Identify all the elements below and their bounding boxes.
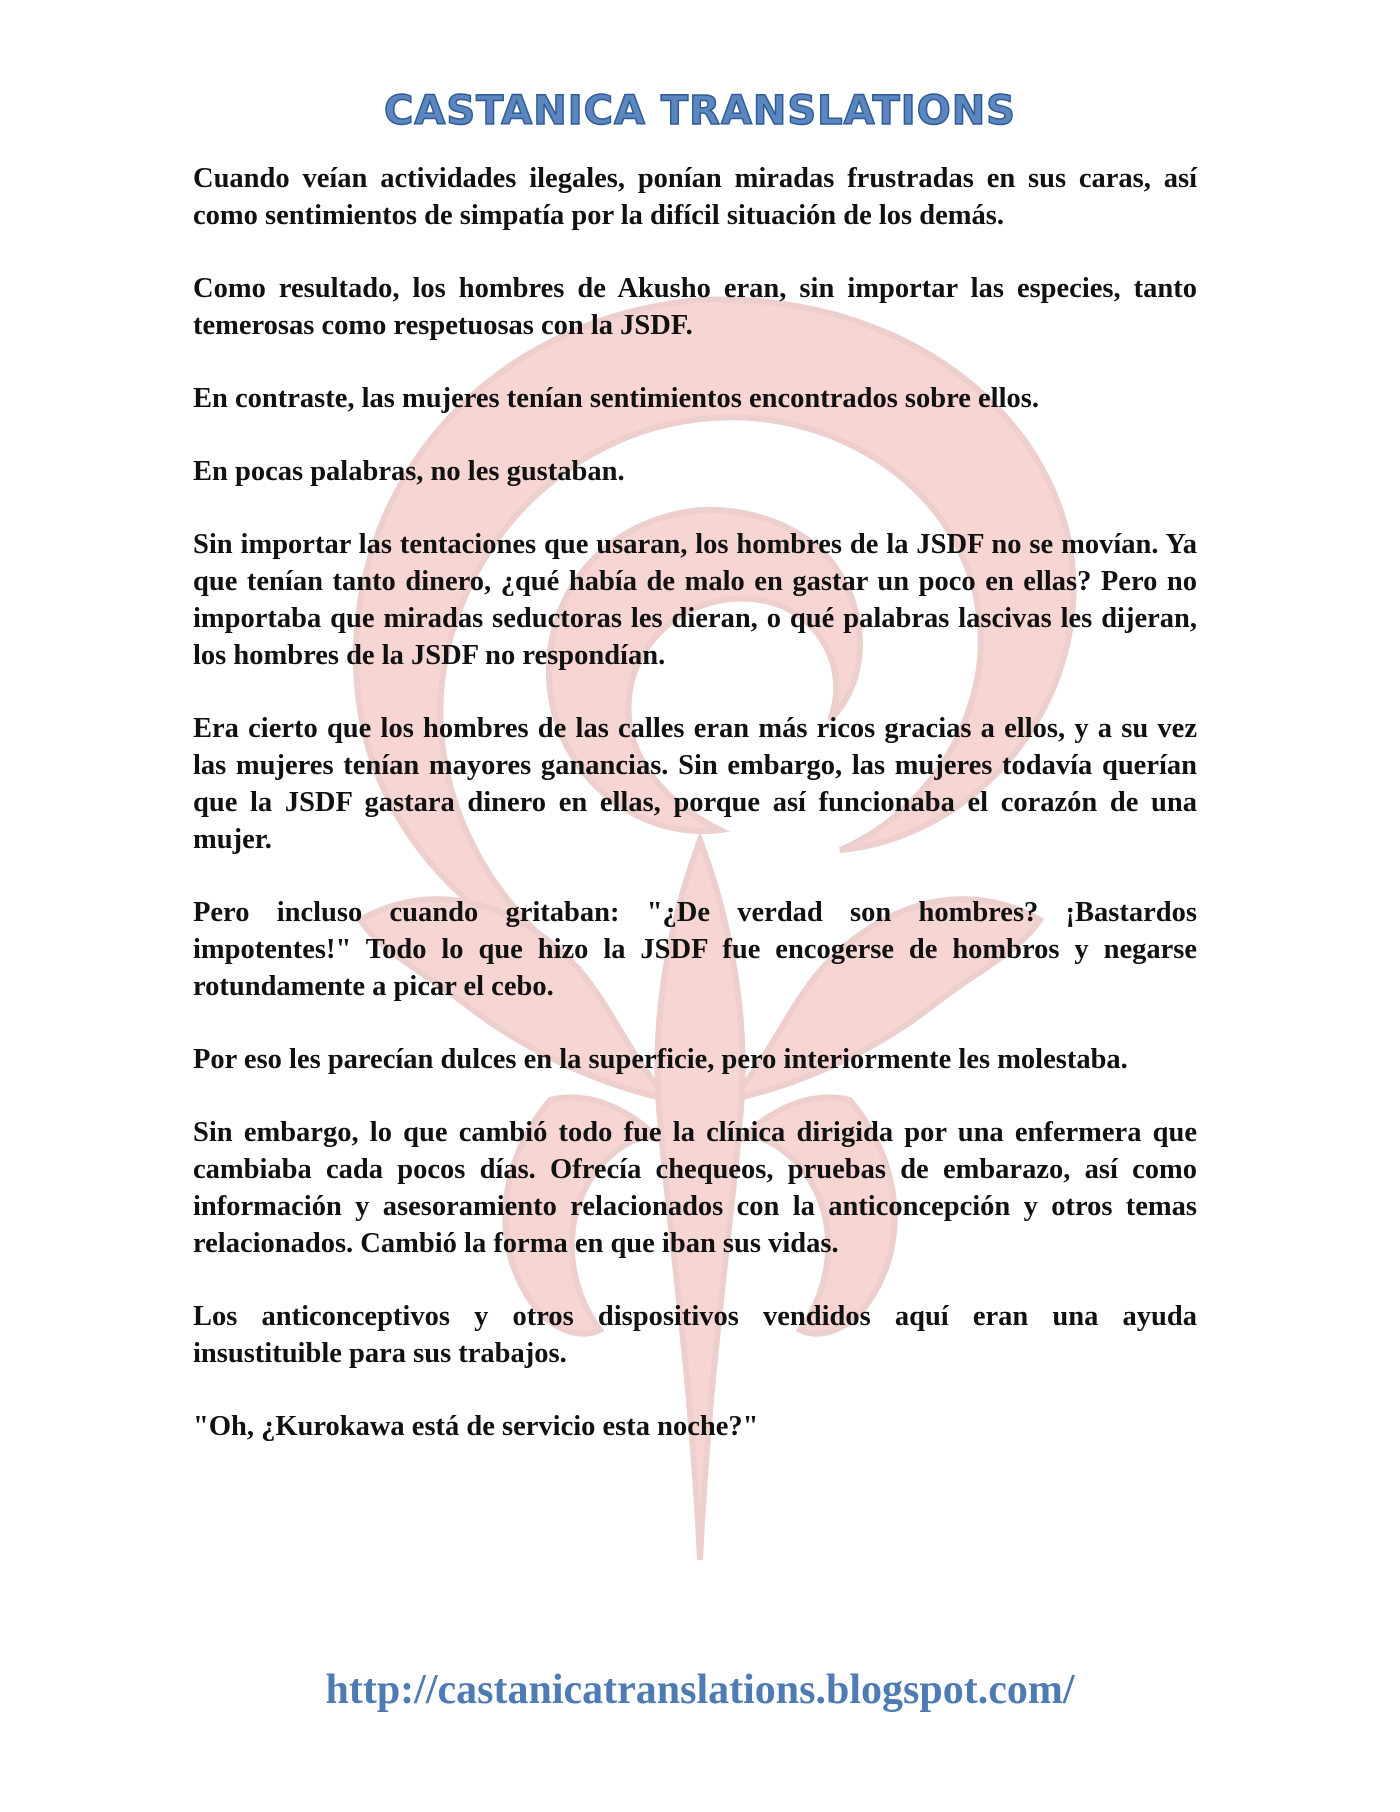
document-body xyxy=(193,160,1197,1481)
paragraph: Era cierto que los hombres de las calles eran más ricos gracias a ellos, y a su vez las mujeres tenían mayores ganancias. Sin embargo, las mujeres todavía querían que la JSDF gastara dinero en ellas, porque así funcionaba el corazón de una mujer. xyxy=(193,713,1197,855)
paragraph: Como resultado, los hombres de Akusho eran, sin importar las especies, tanto temerosas como respetuosas con la JSDF. xyxy=(193,273,1197,341)
paragraph: Cuando veían actividades ilegales, ponían miradas frustradas en sus caras, así como sentimientos de simpatía por la difícil situación de los demás. xyxy=(193,163,1197,231)
paragraph: "Oh, ¿Kurokawa está de servicio esta noche?" xyxy=(193,1411,759,1442)
paragraph: En contraste, las mujeres tenían sentimientos encontrados sobre ellos. xyxy=(193,383,1039,414)
footer-blog-link[interactable]: http://castanicatranslations.blogspot.com/ xyxy=(325,1667,1075,1713)
paragraph: Sin importar las tentaciones que usaran, los hombres de la JSDF no se movían. Ya que tenían tanto dinero, ¿qué había de malo en gastar un poco en ellas? Pero no importaba que miradas seductoras les dieran, o qué palabras lascivas les dijeran, los hombres de la JSDF no respondían. xyxy=(193,529,1197,671)
paragraph: Sin embargo, lo que cambió todo fue la clínica dirigida por una enfermera que cambiaba cada pocos días. Ofrecía chequeos, pruebas de embarazo, así como información y asesoramiento relacionados con la anticoncepción y otros temas relacionados. Cambió la forma en que iban sus vidas. xyxy=(193,1117,1197,1259)
paragraph: En pocas palabras, no les gustaban. xyxy=(193,456,625,487)
paragraph: Por eso les parecían dulces en la superficie, pero interiormente les molestaba. xyxy=(193,1044,1128,1075)
paragraph: Los anticonceptivos y otros dispositivos vendidos aquí eran una ayuda insustituible para sus trabajos. xyxy=(193,1301,1197,1369)
paragraph: Pero incluso cuando gritaban: "¿De verdad son hombres? ¡Bastardos impotentes!" Todo lo que hizo la JSDF fue encogerse de hombros y negarse rotundamente a picar el cebo. xyxy=(193,897,1197,1002)
header-title: CASTANICA TRANSLATIONS xyxy=(384,88,1016,134)
